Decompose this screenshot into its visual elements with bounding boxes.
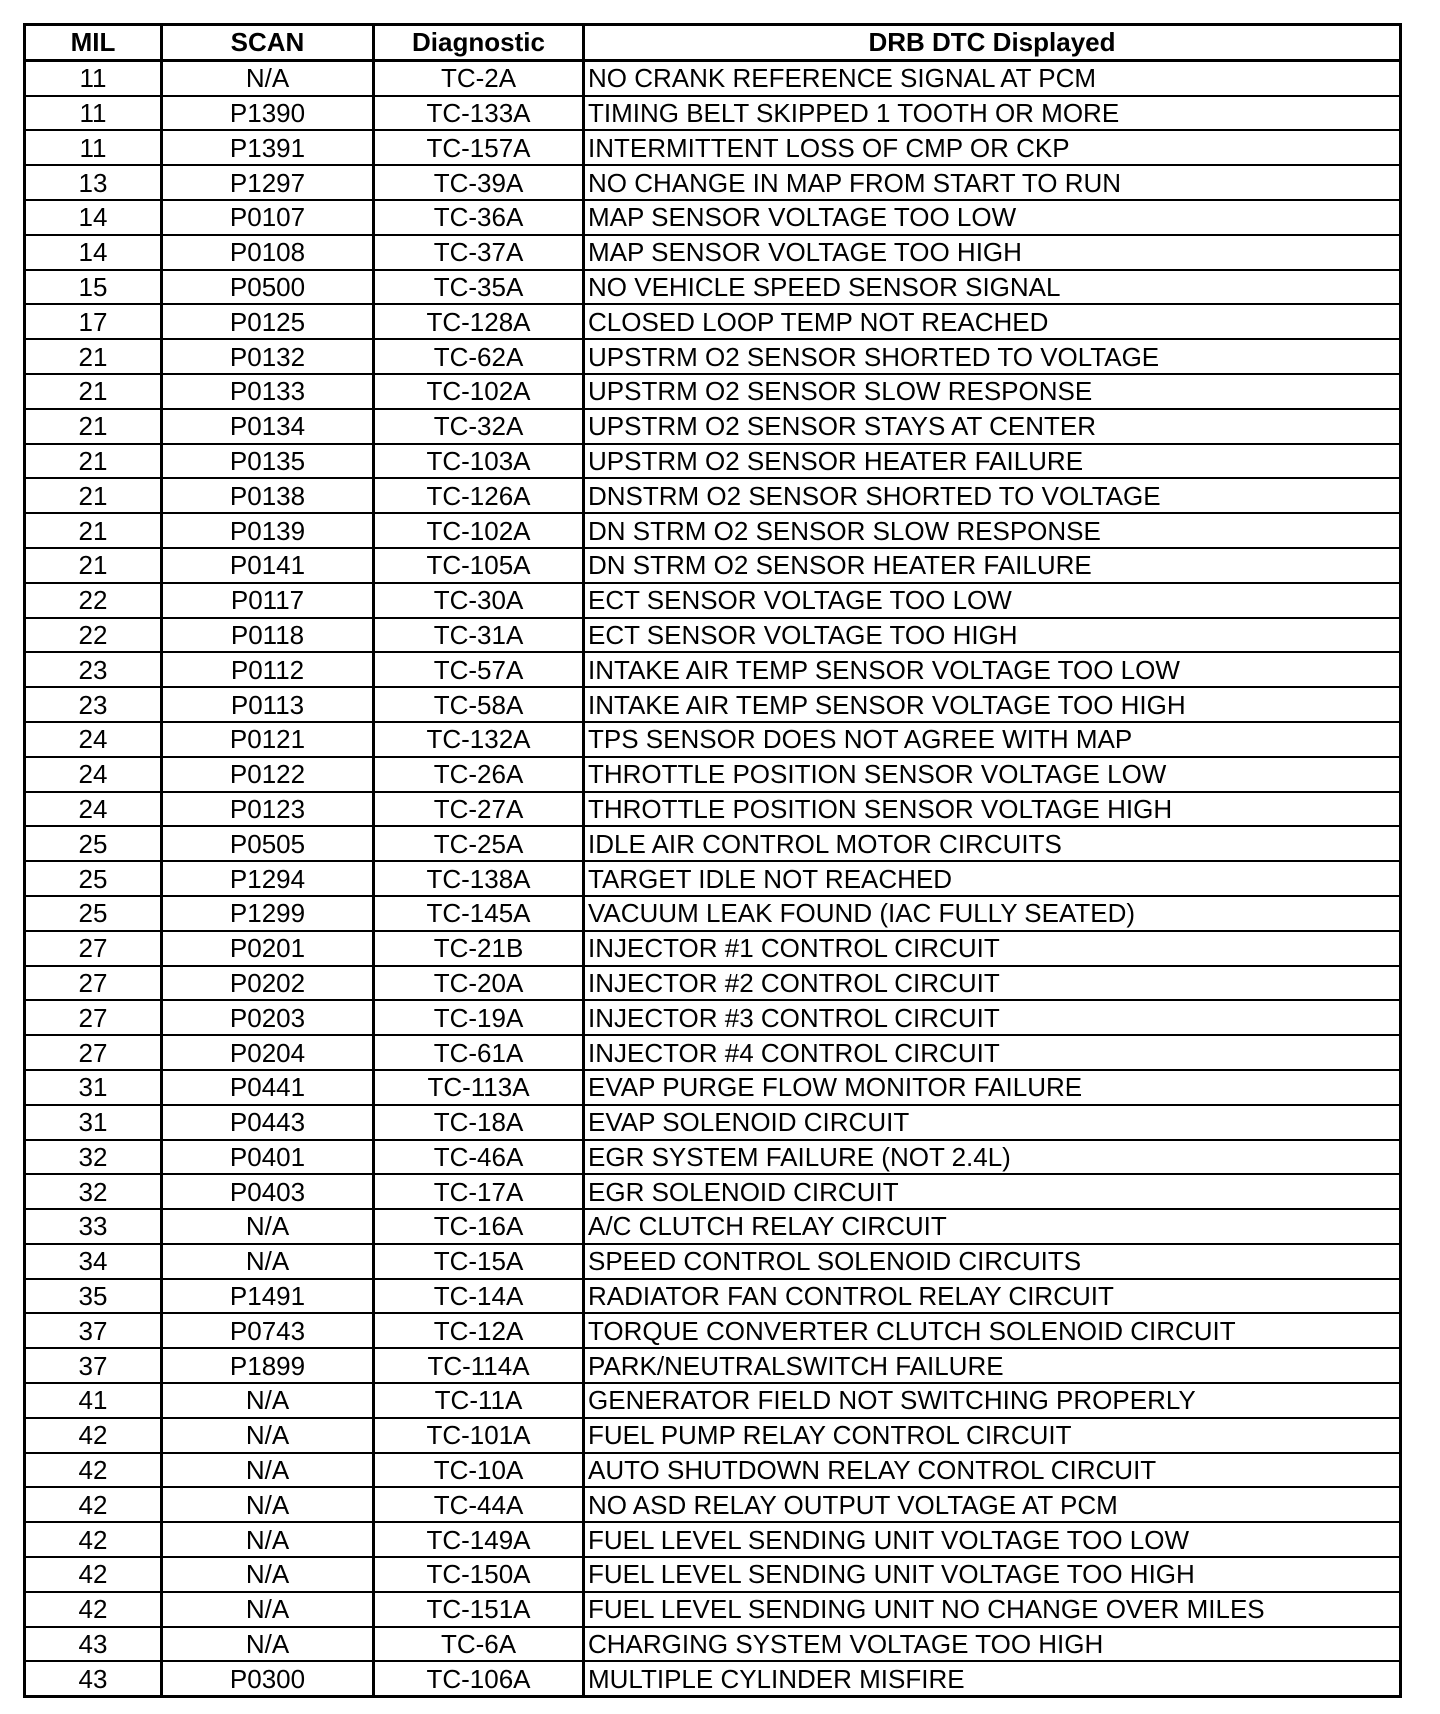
dtc-description-cell: NO CRANK REFERENCE SIGNAL AT PCM — [584, 60, 1401, 95]
dtc-description-cell: INTAKE AIR TEMP SENSOR VOLTAGE TOO LOW — [584, 652, 1401, 687]
dtc-description-cell: THROTTLE POSITION SENSOR VOLTAGE LOW — [584, 757, 1401, 792]
mil-cell: 21 — [25, 444, 162, 479]
dtc-description-cell: ECT SENSOR VOLTAGE TOO HIGH — [584, 618, 1401, 653]
diagnostic-cell: TC-150A — [374, 1557, 584, 1592]
dtc-description-cell: DN STRM O2 SENSOR HEATER FAILURE — [584, 548, 1401, 583]
dtc-description-cell: CHARGING SYSTEM VOLTAGE TOO HIGH — [584, 1627, 1401, 1662]
table-row — [25, 1279, 1401, 1314]
mil-cell: 43 — [25, 1661, 162, 1696]
scan-code-cell: P0500 — [162, 270, 374, 305]
table-row — [25, 583, 1401, 618]
scan-code-cell: P0123 — [162, 792, 374, 827]
table-row — [25, 1140, 1401, 1175]
dtc-description-cell: TPS SENSOR DOES NOT AGREE WITH MAP — [584, 722, 1401, 757]
scan-code-cell: P0122 — [162, 757, 374, 792]
table-row — [25, 826, 1401, 861]
mil-cell: 21 — [25, 374, 162, 409]
table-row — [25, 792, 1401, 827]
mil-cell: 11 — [25, 130, 162, 165]
mil-cell: 27 — [25, 931, 162, 966]
table-header — [25, 25, 1401, 61]
scan-code-cell: P0125 — [162, 304, 374, 339]
mil-cell: 21 — [25, 548, 162, 583]
scan-code-cell: P0401 — [162, 1140, 374, 1175]
diagnostic-cell: TC-101A — [374, 1418, 584, 1453]
table-row — [25, 1592, 1401, 1627]
table-row — [25, 757, 1401, 792]
scan-code-cell: P1390 — [162, 96, 374, 131]
dtc-description-cell: INJECTOR #4 CONTROL CIRCUIT — [584, 1035, 1401, 1070]
mil-cell: 32 — [25, 1140, 162, 1175]
mil-cell: 21 — [25, 513, 162, 548]
dtc-description-cell: INTERMITTENT LOSS OF CMP OR CKP — [584, 130, 1401, 165]
scan-code-cell: P0117 — [162, 583, 374, 618]
scan-code-cell: P0204 — [162, 1035, 374, 1070]
table-row — [25, 1000, 1401, 1035]
dtc-description-cell: UPSTRM O2 SENSOR SLOW RESPONSE — [584, 374, 1401, 409]
scan-code-cell: P0134 — [162, 409, 374, 444]
dtc-description-cell: EGR SYSTEM FAILURE (NOT 2.4L) — [584, 1140, 1401, 1175]
scan-code-cell: P0202 — [162, 966, 374, 1001]
table-row — [25, 96, 1401, 131]
dtc-description-cell: EGR SOLENOID CIRCUIT — [584, 1174, 1401, 1209]
table-row — [25, 1522, 1401, 1557]
diagnostic-cell: TC-132A — [374, 722, 584, 757]
diagnostic-cell: TC-11A — [374, 1383, 584, 1418]
table-row — [25, 1383, 1401, 1418]
table-row — [25, 304, 1401, 339]
dtc-table — [23, 23, 1402, 1698]
table-row — [25, 1557, 1401, 1592]
table-row — [25, 444, 1401, 479]
mil-cell: 11 — [25, 96, 162, 131]
scan-code-cell: P0113 — [162, 687, 374, 722]
diagnostic-cell: TC-105A — [374, 548, 584, 583]
table-row — [25, 966, 1401, 1001]
dtc-description-cell: TARGET IDLE NOT REACHED — [584, 861, 1401, 896]
table-row — [25, 1453, 1401, 1488]
diagnostic-cell: TC-106A — [374, 1661, 584, 1696]
mil-cell: 42 — [25, 1487, 162, 1522]
header-drb-dtc-displayed: DRB DTC Displayed — [584, 25, 1401, 61]
mil-cell: 21 — [25, 478, 162, 513]
table-row — [25, 652, 1401, 687]
table-row — [25, 200, 1401, 235]
diagnostic-cell: TC-12A — [374, 1313, 584, 1348]
scan-code-cell: N/A — [162, 1627, 374, 1662]
table-row — [25, 722, 1401, 757]
dtc-description-cell: INTAKE AIR TEMP SENSOR VOLTAGE TOO HIGH — [584, 687, 1401, 722]
diagnostic-cell: TC-18A — [374, 1105, 584, 1140]
scan-code-cell: P0743 — [162, 1313, 374, 1348]
diagnostic-cell: TC-57A — [374, 652, 584, 687]
table-row — [25, 235, 1401, 270]
table-row — [25, 896, 1401, 931]
mil-cell: 13 — [25, 165, 162, 200]
mil-cell: 33 — [25, 1209, 162, 1244]
header-scan: SCAN — [162, 25, 374, 61]
header-mil: MIL — [25, 25, 162, 61]
table-row — [25, 1244, 1401, 1279]
mil-cell: 25 — [25, 826, 162, 861]
diagnostic-cell: TC-19A — [374, 1000, 584, 1035]
dtc-description-cell: UPSTRM O2 SENSOR HEATER FAILURE — [584, 444, 1401, 479]
table-row — [25, 130, 1401, 165]
dtc-description-cell: AUTO SHUTDOWN RELAY CONTROL CIRCUIT — [584, 1453, 1401, 1488]
mil-cell: 31 — [25, 1070, 162, 1105]
scan-code-cell: P0138 — [162, 478, 374, 513]
scan-code-cell: P0201 — [162, 931, 374, 966]
mil-cell: 27 — [25, 1035, 162, 1070]
diagnostic-cell: TC-16A — [374, 1209, 584, 1244]
table-row — [25, 1661, 1401, 1696]
diagnostic-cell: TC-128A — [374, 304, 584, 339]
table-row — [25, 861, 1401, 896]
dtc-description-cell: A/C CLUTCH RELAY CIRCUIT — [584, 1209, 1401, 1244]
mil-cell: 24 — [25, 792, 162, 827]
mil-cell: 14 — [25, 200, 162, 235]
table-row — [25, 1313, 1401, 1348]
scan-code-cell: P0300 — [162, 1661, 374, 1696]
dtc-description-cell: FUEL LEVEL SENDING UNIT VOLTAGE TOO HIGH — [584, 1557, 1401, 1592]
mil-cell: 25 — [25, 896, 162, 931]
diagnostic-cell: TC-15A — [374, 1244, 584, 1279]
table-row — [25, 513, 1401, 548]
scan-code-cell: P1297 — [162, 165, 374, 200]
table-row — [25, 618, 1401, 653]
mil-cell: 17 — [25, 304, 162, 339]
table-row — [25, 1035, 1401, 1070]
mil-cell: 27 — [25, 1000, 162, 1035]
diagnostic-cell: TC-58A — [374, 687, 584, 722]
diagnostic-cell: TC-37A — [374, 235, 584, 270]
scan-code-cell: P0133 — [162, 374, 374, 409]
dtc-description-cell: FUEL LEVEL SENDING UNIT VOLTAGE TOO LOW — [584, 1522, 1401, 1557]
mil-cell: 42 — [25, 1557, 162, 1592]
diagnostic-cell: TC-102A — [374, 374, 584, 409]
table-row — [25, 1487, 1401, 1522]
mil-cell: 24 — [25, 722, 162, 757]
mil-cell: 22 — [25, 583, 162, 618]
diagnostic-cell: TC-20A — [374, 966, 584, 1001]
scan-code-cell: P0132 — [162, 339, 374, 374]
dtc-description-cell: INJECTOR #1 CONTROL CIRCUIT — [584, 931, 1401, 966]
table-row — [25, 339, 1401, 374]
scan-code-cell: P0505 — [162, 826, 374, 861]
table-row — [25, 374, 1401, 409]
dtc-description-cell: DN STRM O2 SENSOR SLOW RESPONSE — [584, 513, 1401, 548]
scan-code-cell: N/A — [162, 1209, 374, 1244]
dtc-description-cell: INJECTOR #3 CONTROL CIRCUIT — [584, 1000, 1401, 1035]
dtc-description-cell: MAP SENSOR VOLTAGE TOO HIGH — [584, 235, 1401, 270]
scan-code-cell: N/A — [162, 1453, 374, 1488]
table-row — [25, 548, 1401, 583]
table-row — [25, 60, 1401, 95]
scan-code-cell: P0135 — [162, 444, 374, 479]
mil-cell: 42 — [25, 1453, 162, 1488]
dtc-description-cell: THROTTLE POSITION SENSOR VOLTAGE HIGH — [584, 792, 1401, 827]
scan-code-cell: P0203 — [162, 1000, 374, 1035]
dtc-description-cell: TIMING BELT SKIPPED 1 TOOTH OR MORE — [584, 96, 1401, 131]
dtc-description-cell: EVAP PURGE FLOW MONITOR FAILURE — [584, 1070, 1401, 1105]
diagnostic-cell: TC-14A — [374, 1279, 584, 1314]
diagnostic-cell: TC-35A — [374, 270, 584, 305]
diagnostic-cell: TC-149A — [374, 1522, 584, 1557]
diagnostic-cell: TC-10A — [374, 1453, 584, 1488]
diagnostic-cell: TC-62A — [374, 339, 584, 374]
table-row — [25, 931, 1401, 966]
diagnostic-cell: TC-26A — [374, 757, 584, 792]
scan-code-cell: P1899 — [162, 1348, 374, 1383]
header-row — [25, 25, 1401, 61]
table-row — [25, 1627, 1401, 1662]
dtc-description-cell: PARK/NEUTRALSWITCH FAILURE — [584, 1348, 1401, 1383]
dtc-description-cell: INJECTOR #2 CONTROL CIRCUIT — [584, 966, 1401, 1001]
scan-code-cell: N/A — [162, 1418, 374, 1453]
table-row — [25, 165, 1401, 200]
diagnostic-cell: TC-2A — [374, 60, 584, 95]
diagnostic-cell: TC-138A — [374, 861, 584, 896]
table-row — [25, 1209, 1401, 1244]
scan-code-cell: P0112 — [162, 652, 374, 687]
table-row — [25, 687, 1401, 722]
diagnostic-cell: TC-114A — [374, 1348, 584, 1383]
dtc-description-cell: MULTIPLE CYLINDER MISFIRE — [584, 1661, 1401, 1696]
scan-code-cell: N/A — [162, 1522, 374, 1557]
mil-cell: 15 — [25, 270, 162, 305]
dtc-description-cell: CLOSED LOOP TEMP NOT REACHED — [584, 304, 1401, 339]
dtc-description-cell: SPEED CONTROL SOLENOID CIRCUITS — [584, 1244, 1401, 1279]
dtc-description-cell: UPSTRM O2 SENSOR STAYS AT CENTER — [584, 409, 1401, 444]
mil-cell: 25 — [25, 861, 162, 896]
mil-cell: 37 — [25, 1348, 162, 1383]
dtc-description-cell: VACUUM LEAK FOUND (IAC FULLY SEATED) — [584, 896, 1401, 931]
mil-cell: 24 — [25, 757, 162, 792]
mil-cell: 21 — [25, 409, 162, 444]
mil-cell: 34 — [25, 1244, 162, 1279]
mil-cell: 42 — [25, 1592, 162, 1627]
mil-cell: 42 — [25, 1522, 162, 1557]
scan-code-cell: P0403 — [162, 1174, 374, 1209]
table-row — [25, 409, 1401, 444]
diagnostic-cell: TC-21B — [374, 931, 584, 966]
dtc-description-cell: TORQUE CONVERTER CLUTCH SOLENOID CIRCUIT — [584, 1313, 1401, 1348]
mil-cell: 41 — [25, 1383, 162, 1418]
mil-cell: 21 — [25, 339, 162, 374]
diagnostic-cell: TC-113A — [374, 1070, 584, 1105]
scan-code-cell: P0108 — [162, 235, 374, 270]
table-body — [25, 60, 1401, 1696]
dtc-description-cell: MAP SENSOR VOLTAGE TOO LOW — [584, 200, 1401, 235]
mil-cell: 23 — [25, 652, 162, 687]
mil-cell: 43 — [25, 1627, 162, 1662]
mil-cell: 22 — [25, 618, 162, 653]
mil-cell: 32 — [25, 1174, 162, 1209]
diagnostic-cell: TC-103A — [374, 444, 584, 479]
mil-cell: 23 — [25, 687, 162, 722]
dtc-description-cell: DNSTRM O2 SENSOR SHORTED TO VOLTAGE — [584, 478, 1401, 513]
scan-code-cell: P0441 — [162, 1070, 374, 1105]
diagnostic-cell: TC-133A — [374, 96, 584, 131]
diagnostic-cell: TC-145A — [374, 896, 584, 931]
header-diagnostic: Diagnostic — [374, 25, 584, 61]
diagnostic-cell: TC-25A — [374, 826, 584, 861]
dtc-description-cell: UPSTRM O2 SENSOR SHORTED TO VOLTAGE — [584, 339, 1401, 374]
scan-code-cell: P1491 — [162, 1279, 374, 1314]
diagnostic-cell: TC-32A — [374, 409, 584, 444]
scan-code-cell: N/A — [162, 1592, 374, 1627]
scan-code-cell: P0443 — [162, 1105, 374, 1140]
mil-cell: 42 — [25, 1418, 162, 1453]
dtc-description-cell: EVAP SOLENOID CIRCUIT — [584, 1105, 1401, 1140]
dtc-description-cell: NO VEHICLE SPEED SENSOR SIGNAL — [584, 270, 1401, 305]
scan-code-cell: N/A — [162, 1487, 374, 1522]
diagnostic-cell: TC-30A — [374, 583, 584, 618]
diagnostic-cell: TC-6A — [374, 1627, 584, 1662]
mil-cell: 11 — [25, 60, 162, 95]
mil-cell: 31 — [25, 1105, 162, 1140]
dtc-description-cell: NO ASD RELAY OUTPUT VOLTAGE AT PCM — [584, 1487, 1401, 1522]
dtc-description-cell: RADIATOR FAN CONTROL RELAY CIRCUIT — [584, 1279, 1401, 1314]
diagnostic-cell: TC-151A — [374, 1592, 584, 1627]
scan-code-cell: P0139 — [162, 513, 374, 548]
diagnostic-cell: TC-36A — [374, 200, 584, 235]
table-row — [25, 1174, 1401, 1209]
table-row — [25, 478, 1401, 513]
diagnostic-cell: TC-126A — [374, 478, 584, 513]
dtc-description-cell: FUEL PUMP RELAY CONTROL CIRCUIT — [584, 1418, 1401, 1453]
scan-code-cell: N/A — [162, 1557, 374, 1592]
scan-code-cell: P0141 — [162, 548, 374, 583]
diagnostic-cell: TC-61A — [374, 1035, 584, 1070]
scan-code-cell: P1294 — [162, 861, 374, 896]
dtc-description-cell: ECT SENSOR VOLTAGE TOO LOW — [584, 583, 1401, 618]
diagnostic-cell: TC-46A — [374, 1140, 584, 1175]
scan-code-cell: N/A — [162, 1244, 374, 1279]
diagnostic-cell: TC-39A — [374, 165, 584, 200]
diagnostic-cell: TC-17A — [374, 1174, 584, 1209]
dtc-description-cell: IDLE AIR CONTROL MOTOR CIRCUITS — [584, 826, 1401, 861]
diagnostic-cell: TC-102A — [374, 513, 584, 548]
mil-cell: 14 — [25, 235, 162, 270]
table-row — [25, 1105, 1401, 1140]
dtc-description-cell: FUEL LEVEL SENDING UNIT NO CHANGE OVER MILES — [584, 1592, 1401, 1627]
scan-code-cell: P0107 — [162, 200, 374, 235]
scan-code-cell: P1391 — [162, 130, 374, 165]
scan-code-cell: P0121 — [162, 722, 374, 757]
mil-cell: 27 — [25, 966, 162, 1001]
dtc-description-cell: NO CHANGE IN MAP FROM START TO RUN — [584, 165, 1401, 200]
mil-cell: 35 — [25, 1279, 162, 1314]
scan-code-cell: P1299 — [162, 896, 374, 931]
dtc-description-cell: GENERATOR FIELD NOT SWITCHING PROPERLY — [584, 1383, 1401, 1418]
diagnostic-cell: TC-44A — [374, 1487, 584, 1522]
scan-code-cell: N/A — [162, 60, 374, 95]
table-row — [25, 1070, 1401, 1105]
table-row — [25, 1348, 1401, 1383]
scan-code-cell: N/A — [162, 1383, 374, 1418]
diagnostic-cell: TC-31A — [374, 618, 584, 653]
scan-code-cell: P0118 — [162, 618, 374, 653]
mil-cell: 37 — [25, 1313, 162, 1348]
diagnostic-cell: TC-27A — [374, 792, 584, 827]
table-row — [25, 270, 1401, 305]
diagnostic-cell: TC-157A — [374, 130, 584, 165]
table-row — [25, 1418, 1401, 1453]
